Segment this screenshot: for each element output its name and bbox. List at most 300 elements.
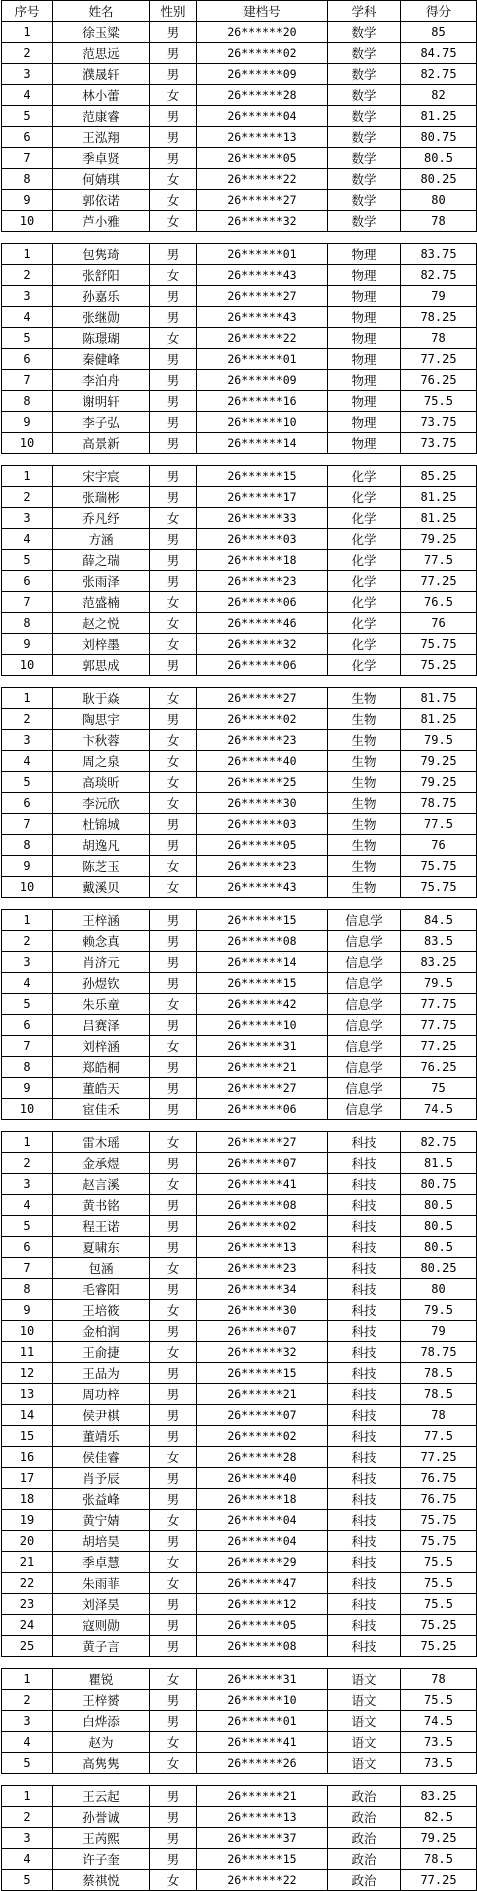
cell-index: 1 xyxy=(2,688,53,709)
cell-score: 75.25 xyxy=(401,1636,477,1657)
cell-name: 徐玉粱 xyxy=(53,22,150,43)
cell-gender: 男 xyxy=(150,286,197,307)
cell-record-id: 26******32 xyxy=(197,634,328,655)
table-row xyxy=(2,973,477,994)
cell-gender: 男 xyxy=(150,433,197,454)
cell-subject: 科技 xyxy=(328,1216,401,1237)
cell-name: 戴溪贝 xyxy=(53,877,150,898)
cell-score: 81.75 xyxy=(401,688,477,709)
cell-subject: 生物 xyxy=(328,709,401,730)
cell-record-id: 26******27 xyxy=(197,688,328,709)
cell-score: 77.5 xyxy=(401,814,477,835)
cell-record-id: 26******29 xyxy=(197,1552,328,1573)
cell-score: 74.5 xyxy=(401,1711,477,1732)
cell-record-id: 26******30 xyxy=(197,793,328,814)
table-row xyxy=(2,1753,477,1774)
cell-name: 王芮熙 xyxy=(53,1828,150,1849)
table-row xyxy=(2,433,477,454)
cell-score: 80.25 xyxy=(401,169,477,190)
cell-subject: 政治 xyxy=(328,1828,401,1849)
cell-index: 3 xyxy=(2,952,53,973)
cell-index: 1 xyxy=(2,22,53,43)
group-separator xyxy=(2,676,477,688)
cell-name: 李泊舟 xyxy=(53,370,150,391)
cell-record-id: 26******46 xyxy=(197,613,328,634)
cell-index: 2 xyxy=(2,487,53,508)
cell-record-id: 26******15 xyxy=(197,466,328,487)
cell-index: 5 xyxy=(2,550,53,571)
cell-record-id: 26******40 xyxy=(197,751,328,772)
cell-name: 黄书铭 xyxy=(53,1195,150,1216)
cell-record-id: 26******06 xyxy=(197,592,328,613)
cell-name: 宦佳禾 xyxy=(53,1099,150,1120)
cell-gender: 女 xyxy=(150,169,197,190)
cell-name: 李沅欣 xyxy=(53,793,150,814)
table-row xyxy=(2,550,477,571)
cell-record-id: 26******13 xyxy=(197,127,328,148)
cell-record-id: 26******32 xyxy=(197,211,328,232)
cell-subject: 科技 xyxy=(328,1342,401,1363)
separator-cell xyxy=(53,1774,150,1786)
group-separator xyxy=(2,232,477,244)
cell-subject: 科技 xyxy=(328,1300,401,1321)
cell-gender: 女 xyxy=(150,1447,197,1468)
cell-name: 孙誉诚 xyxy=(53,1807,150,1828)
table-row xyxy=(2,1057,477,1078)
cell-record-id: 26******15 xyxy=(197,1849,328,1870)
cell-record-id: 26******34 xyxy=(197,1279,328,1300)
separator-cell xyxy=(401,676,477,688)
cell-score: 80.5 xyxy=(401,1216,477,1237)
table-row xyxy=(2,529,477,550)
separator-cell xyxy=(150,898,197,910)
cell-index: 20 xyxy=(2,1531,53,1552)
cell-subject: 政治 xyxy=(328,1786,401,1807)
cell-gender: 男 xyxy=(150,1807,197,1828)
separator-cell xyxy=(197,1657,328,1669)
cell-subject: 科技 xyxy=(328,1552,401,1573)
cell-subject: 信息学 xyxy=(328,1057,401,1078)
cell-record-id: 26******15 xyxy=(197,910,328,931)
group-separator xyxy=(2,898,477,910)
cell-gender: 男 xyxy=(150,1321,197,1342)
cell-index: 10 xyxy=(2,1321,53,1342)
table-row xyxy=(2,1711,477,1732)
cell-gender: 男 xyxy=(150,655,197,676)
cell-name: 卞秋蓉 xyxy=(53,730,150,751)
cell-name: 吕赛泽 xyxy=(53,1015,150,1036)
table-row xyxy=(2,127,477,148)
cell-subject: 物理 xyxy=(328,349,401,370)
cell-subject: 数学 xyxy=(328,190,401,211)
cell-index: 10 xyxy=(2,655,53,676)
cell-index: 2 xyxy=(2,931,53,952)
separator-cell xyxy=(53,898,150,910)
table-row xyxy=(2,1807,477,1828)
cell-gender: 男 xyxy=(150,466,197,487)
cell-gender: 男 xyxy=(150,1849,197,1870)
cell-score: 77.5 xyxy=(401,550,477,571)
cell-subject: 物理 xyxy=(328,286,401,307)
cell-subject: 数学 xyxy=(328,148,401,169)
cell-index: 22 xyxy=(2,1573,53,1594)
cell-score: 78.5 xyxy=(401,1363,477,1384)
cell-score: 82 xyxy=(401,85,477,106)
cell-gender: 女 xyxy=(150,1732,197,1753)
cell-record-id: 26******43 xyxy=(197,265,328,286)
cell-gender: 女 xyxy=(150,1669,197,1690)
cell-score: 78 xyxy=(401,1669,477,1690)
cell-index: 7 xyxy=(2,592,53,613)
cell-name: 朱乐童 xyxy=(53,994,150,1015)
cell-record-id: 26******23 xyxy=(197,856,328,877)
cell-record-id: 26******04 xyxy=(197,1531,328,1552)
separator-cell xyxy=(328,676,401,688)
table-row xyxy=(2,1195,477,1216)
cell-index: 1 xyxy=(2,466,53,487)
cell-gender: 男 xyxy=(150,1786,197,1807)
separator-cell xyxy=(53,1120,150,1132)
cell-subject: 化学 xyxy=(328,466,401,487)
cell-score: 82.75 xyxy=(401,1132,477,1153)
cell-gender: 女 xyxy=(150,211,197,232)
cell-score: 75.5 xyxy=(401,1594,477,1615)
cell-subject: 生物 xyxy=(328,772,401,793)
cell-name: 秦健峰 xyxy=(53,349,150,370)
cell-name: 谢明轩 xyxy=(53,391,150,412)
cell-index: 9 xyxy=(2,1300,53,1321)
cell-name: 郑皓桐 xyxy=(53,1057,150,1078)
cell-subject: 物理 xyxy=(328,433,401,454)
separator-cell xyxy=(328,1774,401,1786)
table-row xyxy=(2,856,477,877)
table-row xyxy=(2,43,477,64)
table-row xyxy=(2,85,477,106)
cell-index: 4 xyxy=(2,1195,53,1216)
table-row xyxy=(2,1384,477,1405)
cell-subject: 信息学 xyxy=(328,994,401,1015)
cell-subject: 物理 xyxy=(328,391,401,412)
cell-gender: 男 xyxy=(150,1531,197,1552)
cell-gender: 男 xyxy=(150,1363,197,1384)
cell-name: 夏啸东 xyxy=(53,1237,150,1258)
cell-score: 80.75 xyxy=(401,1174,477,1195)
table-row xyxy=(2,307,477,328)
cell-score: 77.25 xyxy=(401,1036,477,1057)
cell-record-id: 26******26 xyxy=(197,1753,328,1774)
cell-record-id: 26******10 xyxy=(197,1690,328,1711)
table-row xyxy=(2,1036,477,1057)
cell-record-id: 26******31 xyxy=(197,1669,328,1690)
cell-score: 75.25 xyxy=(401,1615,477,1636)
cell-gender: 男 xyxy=(150,1690,197,1711)
cell-index: 3 xyxy=(2,730,53,751)
cell-index: 4 xyxy=(2,1732,53,1753)
cell-score: 77.25 xyxy=(401,1870,477,1891)
cell-record-id: 26******02 xyxy=(197,1426,328,1447)
cell-score: 75.25 xyxy=(401,655,477,676)
cell-index: 7 xyxy=(2,148,53,169)
cell-subject: 科技 xyxy=(328,1258,401,1279)
cell-subject: 化学 xyxy=(328,487,401,508)
cell-subject: 科技 xyxy=(328,1510,401,1531)
header-cell-gender: 性别 xyxy=(150,1,197,22)
table-row xyxy=(2,244,477,265)
separator-cell xyxy=(150,1774,197,1786)
cell-subject: 科技 xyxy=(328,1447,401,1468)
cell-score: 81.25 xyxy=(401,508,477,529)
table-row xyxy=(2,1669,477,1690)
cell-index: 5 xyxy=(2,106,53,127)
cell-subject: 数学 xyxy=(328,211,401,232)
cell-index: 8 xyxy=(2,613,53,634)
cell-index: 10 xyxy=(2,211,53,232)
separator-cell xyxy=(2,1774,53,1786)
cell-index: 4 xyxy=(2,751,53,772)
cell-score: 80.5 xyxy=(401,148,477,169)
cell-record-id: 26******41 xyxy=(197,1732,328,1753)
cell-name: 陈璟瑚 xyxy=(53,328,150,349)
separator-cell xyxy=(2,898,53,910)
cell-record-id: 26******27 xyxy=(197,1078,328,1099)
cell-score: 77.25 xyxy=(401,1447,477,1468)
cell-gender: 男 xyxy=(150,973,197,994)
cell-record-id: 26******12 xyxy=(197,1594,328,1615)
separator-cell xyxy=(2,1120,53,1132)
table-row xyxy=(2,1099,477,1120)
cell-name: 范康睿 xyxy=(53,106,150,127)
cell-index: 3 xyxy=(2,1174,53,1195)
cell-subject: 科技 xyxy=(328,1573,401,1594)
cell-index: 6 xyxy=(2,571,53,592)
cell-name: 孙嘉乐 xyxy=(53,286,150,307)
cell-record-id: 26******02 xyxy=(197,1216,328,1237)
cell-index: 1 xyxy=(2,1669,53,1690)
cell-record-id: 26******01 xyxy=(197,244,328,265)
cell-record-id: 26******04 xyxy=(197,106,328,127)
group-separator xyxy=(2,454,477,466)
separator-cell xyxy=(197,898,328,910)
cell-name: 朱雨菲 xyxy=(53,1573,150,1594)
cell-name: 赖念真 xyxy=(53,931,150,952)
cell-index: 4 xyxy=(2,1849,53,1870)
cell-index: 18 xyxy=(2,1489,53,1510)
cell-name: 郭依诺 xyxy=(53,190,150,211)
cell-subject: 科技 xyxy=(328,1237,401,1258)
cell-subject: 科技 xyxy=(328,1279,401,1300)
cell-gender: 女 xyxy=(150,688,197,709)
cell-name: 孙煜钦 xyxy=(53,973,150,994)
table-row xyxy=(2,772,477,793)
cell-subject: 生物 xyxy=(328,856,401,877)
cell-gender: 女 xyxy=(150,328,197,349)
table-row xyxy=(2,1216,477,1237)
cell-subject: 信息学 xyxy=(328,1015,401,1036)
cell-index: 10 xyxy=(2,877,53,898)
cell-score: 76.25 xyxy=(401,1057,477,1078)
cell-subject: 物理 xyxy=(328,265,401,286)
cell-gender: 女 xyxy=(150,190,197,211)
cell-subject: 数学 xyxy=(328,64,401,85)
table-row xyxy=(2,487,477,508)
separator-cell xyxy=(328,232,401,244)
table-row xyxy=(2,286,477,307)
cell-record-id: 26******25 xyxy=(197,772,328,793)
cell-subject: 生物 xyxy=(328,730,401,751)
header-row xyxy=(2,1,477,22)
cell-score: 74.5 xyxy=(401,1099,477,1120)
cell-name: 薛之瑞 xyxy=(53,550,150,571)
cell-gender: 男 xyxy=(150,1216,197,1237)
cell-index: 3 xyxy=(2,286,53,307)
cell-record-id: 26******13 xyxy=(197,1237,328,1258)
cell-score: 75.5 xyxy=(401,391,477,412)
cell-subject: 数学 xyxy=(328,85,401,106)
cell-score: 82.75 xyxy=(401,64,477,85)
cell-index: 6 xyxy=(2,793,53,814)
cell-name: 芦小雅 xyxy=(53,211,150,232)
cell-subject: 语文 xyxy=(328,1753,401,1774)
cell-subject: 数学 xyxy=(328,106,401,127)
cell-name: 程王诺 xyxy=(53,1216,150,1237)
cell-subject: 科技 xyxy=(328,1132,401,1153)
table-row xyxy=(2,1258,477,1279)
cell-name: 高隽隽 xyxy=(53,1753,150,1774)
cell-record-id: 26******01 xyxy=(197,1711,328,1732)
cell-name: 周之泉 xyxy=(53,751,150,772)
cell-name: 王泓翔 xyxy=(53,127,150,148)
cell-subject: 生物 xyxy=(328,688,401,709)
cell-record-id: 26******18 xyxy=(197,1489,328,1510)
cell-score: 81.25 xyxy=(401,106,477,127)
cell-name: 方涵 xyxy=(53,529,150,550)
cell-record-id: 26******28 xyxy=(197,1447,328,1468)
cell-index: 5 xyxy=(2,328,53,349)
cell-name: 包涵 xyxy=(53,1258,150,1279)
cell-record-id: 26******37 xyxy=(197,1828,328,1849)
cell-score: 85.25 xyxy=(401,466,477,487)
table-row xyxy=(2,1531,477,1552)
cell-score: 76 xyxy=(401,613,477,634)
cell-gender: 男 xyxy=(150,43,197,64)
table-row xyxy=(2,1078,477,1099)
cell-index: 2 xyxy=(2,709,53,730)
cell-name: 张瑞彬 xyxy=(53,487,150,508)
cell-index: 14 xyxy=(2,1405,53,1426)
cell-score: 77.75 xyxy=(401,994,477,1015)
separator-cell xyxy=(150,1657,197,1669)
cell-score: 84.75 xyxy=(401,43,477,64)
cell-subject: 政治 xyxy=(328,1849,401,1870)
cell-gender: 女 xyxy=(150,1258,197,1279)
table-row xyxy=(2,1636,477,1657)
cell-name: 范思远 xyxy=(53,43,150,64)
cell-index: 3 xyxy=(2,1711,53,1732)
separator-cell xyxy=(401,1120,477,1132)
table-row xyxy=(2,1447,477,1468)
cell-subject: 科技 xyxy=(328,1405,401,1426)
cell-gender: 女 xyxy=(150,1036,197,1057)
cell-index: 1 xyxy=(2,244,53,265)
table-row xyxy=(2,814,477,835)
cell-subject: 政治 xyxy=(328,1807,401,1828)
table-row xyxy=(2,751,477,772)
cell-index: 8 xyxy=(2,169,53,190)
table-row xyxy=(2,1489,477,1510)
cell-record-id: 26******20 xyxy=(197,22,328,43)
cell-subject: 数学 xyxy=(328,43,401,64)
table-row xyxy=(2,1732,477,1753)
header-cell-score: 得分 xyxy=(401,1,477,22)
cell-subject: 科技 xyxy=(328,1615,401,1636)
table-row xyxy=(2,106,477,127)
cell-index: 7 xyxy=(2,1258,53,1279)
cell-record-id: 26******02 xyxy=(197,709,328,730)
cell-gender: 男 xyxy=(150,106,197,127)
cell-subject: 化学 xyxy=(328,634,401,655)
cell-name: 黄子言 xyxy=(53,1636,150,1657)
table-row xyxy=(2,1594,477,1615)
cell-name: 范盛楠 xyxy=(53,592,150,613)
cell-index: 13 xyxy=(2,1384,53,1405)
cell-gender: 女 xyxy=(150,1510,197,1531)
cell-gender: 男 xyxy=(150,835,197,856)
cell-subject: 科技 xyxy=(328,1363,401,1384)
cell-index: 8 xyxy=(2,1279,53,1300)
header-cell-name: 姓名 xyxy=(53,1,150,22)
cell-index: 5 xyxy=(2,1870,53,1891)
cell-gender: 男 xyxy=(150,814,197,835)
cell-gender: 男 xyxy=(150,1468,197,1489)
table-row xyxy=(2,1342,477,1363)
table-row xyxy=(2,1849,477,1870)
separator-cell xyxy=(197,1120,328,1132)
table-row xyxy=(2,1174,477,1195)
cell-name: 肖予辰 xyxy=(53,1468,150,1489)
table-row xyxy=(2,592,477,613)
separator-cell xyxy=(150,1120,197,1132)
cell-subject: 生物 xyxy=(328,835,401,856)
cell-subject: 语文 xyxy=(328,1669,401,1690)
table-row xyxy=(2,994,477,1015)
cell-subject: 科技 xyxy=(328,1195,401,1216)
cell-gender: 男 xyxy=(150,1426,197,1447)
cell-record-id: 26******22 xyxy=(197,328,328,349)
cell-gender: 女 xyxy=(150,634,197,655)
cell-index: 6 xyxy=(2,349,53,370)
cell-score: 75.75 xyxy=(401,634,477,655)
cell-index: 11 xyxy=(2,1342,53,1363)
cell-record-id: 26******21 xyxy=(197,1384,328,1405)
cell-record-id: 26******01 xyxy=(197,349,328,370)
cell-score: 83.25 xyxy=(401,1786,477,1807)
table-row xyxy=(2,349,477,370)
table-row xyxy=(2,931,477,952)
cell-gender: 女 xyxy=(150,85,197,106)
cell-subject: 化学 xyxy=(328,529,401,550)
cell-subject: 信息学 xyxy=(328,1099,401,1120)
cell-score: 78.5 xyxy=(401,1849,477,1870)
cell-record-id: 26******16 xyxy=(197,391,328,412)
cell-index: 4 xyxy=(2,307,53,328)
cell-name: 包隽琦 xyxy=(53,244,150,265)
cell-index: 2 xyxy=(2,1690,53,1711)
cell-name: 林小蕾 xyxy=(53,85,150,106)
table-row xyxy=(2,730,477,751)
cell-index: 3 xyxy=(2,508,53,529)
table-row xyxy=(2,1573,477,1594)
separator-cell xyxy=(197,1774,328,1786)
